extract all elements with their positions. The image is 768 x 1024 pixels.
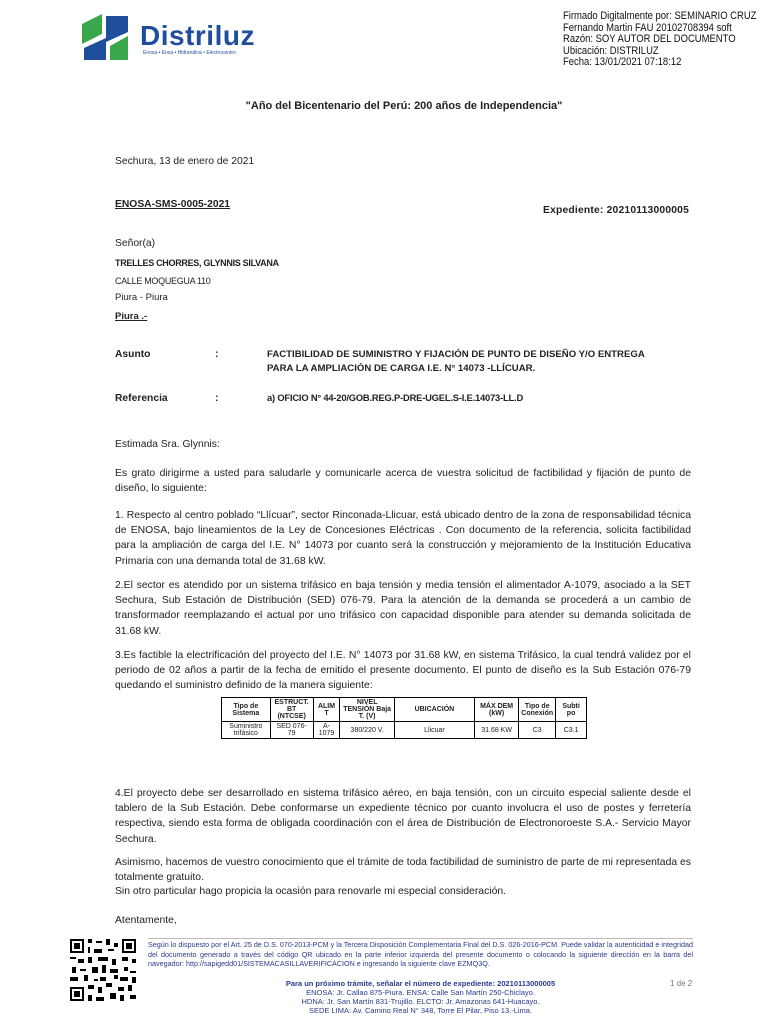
asunto-line: FACTIBILIDAD DE SUMINISTRO Y FIJACIÓN DE PUNTO DE DISEÑO Y/O ENTREGA	[267, 349, 645, 360]
intro-paragraph: Es grato dirigirme a usted para saludarle y comunicarle acerca de vuestra solicitud de factibilidad y fijación de punto de diseño, lo siguiente:	[115, 468, 691, 495]
table-header: Subti po	[556, 698, 587, 722]
table-header: ALIM T	[313, 698, 340, 722]
asunto-label: Asunto	[115, 349, 151, 360]
table-row	[222, 722, 587, 739]
signature-line: Ubicación: DISTRILUZ	[563, 44, 659, 57]
table-header: MÁX DEM (kW)	[474, 698, 518, 722]
document-code: ENOSA-SMS-0005-2021	[115, 199, 231, 210]
recipient-city-emphasis: Piura .-	[115, 311, 148, 322]
table-header: Tipo de Sistema	[222, 698, 271, 722]
place-date: Sechura, 13 de enero de 2021	[115, 156, 255, 167]
footer-divider	[148, 938, 693, 939]
verification-qr-icon[interactable]	[70, 939, 136, 1001]
paragraph-4: 4.El proyecto debe ser desarrollado en sistema trifásico aéreo, en baja tensión, con un circuito especial saliente desde el tablero de la Sub Estación. Debe conformarse un expediente técnico por cuanto involucra el uso de postes y ferretería respectiva, siendo esta forma de obligada coordinación con el área de Distribución de Electronoroeste S.A.- Servicio Mayor Sechura.	[115, 788, 691, 845]
signature-line: Fecha: 13/01/2021 07:18:12	[563, 56, 682, 68]
table-header: Tipo de Conexión	[519, 698, 556, 722]
referencia-colon: :	[215, 393, 219, 404]
table-header: ESTRUCT. BT (NTCSE)	[270, 698, 313, 722]
paragraph-2: 2.El sector es atendido por un sistema trifásico en baja tensión y media tensión el alimentador A-1079, asociado a la SET Sechura, Sub Estación de Distribución (SED) 076-79. Para la atención de la demanda se procederá a un cambio de transformador reemplazando el actual por uno trifásico con capacidad disponible para atender su demanda solicitada de 31.68 kW.	[115, 580, 691, 637]
recipient-city: Piura - Piura	[115, 292, 168, 303]
table-cell: 380/220 V.	[340, 722, 394, 739]
greeting: Estimada Sra. Glynnis:	[115, 439, 220, 450]
digital-signature	[563, 11, 756, 69]
paragraph-1: 1. Respecto al centro poblado “Llícuar”, sector Rinconada-Llicuar, está ubicado dentro de la zona de responsabilidad técnica de ENOSA, bajo lineamientos de la Ley de Concesiones Eléctricas . Con documento de la referencia, solicita factibilidad para la ampliación de carga del I.E. N° 14073 por cuanto será la construcción y mejoramiento de la Institución Educativa Primaria con una demanda total de 31.68 kW.	[115, 510, 691, 567]
paragraph-3: 3.Es factible la electrificación del proyecto del I.E. N° 14073 por 31.68 kW, en sistema Trifásico, la cual tendrá validez por el periodo de 02 años a partir de la fecha de emitido el presente documento. El punto de diseño es la Sub Estación 076-79 quedando el suministro definido de la manera siguiente:	[115, 650, 691, 692]
asunto-colon: :	[215, 349, 219, 360]
table-cell: Llicuar	[394, 722, 474, 739]
brand-subtitle: Enosa • Ensa • Hidrandina • Electrocentro	[143, 50, 236, 56]
footer-legal-note: Según lo dispuesto por el Art. 25 de D.S. 070-2013-PCM y la Tercera Disposición Complementaria Final del D.S. 026-2016-PCM. Puede validar la autenticidad e integridad del documento generado a través del código QR ubicado en la parte inferior izquierda del presente documento o colocando la siguiente dirección en la barra del navegador: http://sapigedd01/SISTEMACASILLAVERIFICACION e ingresando la siguiente clave EZMQ3Q.	[148, 940, 693, 968]
recipient-address: CALLE MOQUEGUA 110	[115, 276, 211, 286]
asunto-line: PARA LA AMPLIACIÓN DE CARGA I.E. N° 14073 -LLÍCUAR.	[267, 362, 536, 374]
table-header: NIVEL TENSIÓN Baja T. (V)	[340, 698, 394, 722]
paragraph-6: Sin otro particular hago propicia la ocasión para renovarle mi especial consideración.	[115, 886, 507, 897]
brand-name: Distriluz	[140, 20, 255, 51]
table-cell: A-1079	[313, 722, 340, 739]
signature-line: Firmado Digitalmente por: SEMINARIO CRUZ	[563, 10, 757, 22]
year-motto: "Año del Bicentenario del Perú: 200 años de Independencia"	[245, 100, 563, 112]
distriluz-logo-icon	[82, 14, 130, 62]
footer-address: HDNA: Jr. San Martín 831-Trujillo. ELCTO: Jr. Amazonas 641-Huacayo.	[301, 997, 540, 1006]
asunto-text	[267, 348, 692, 375]
table-cell: SED 076-79	[270, 722, 313, 739]
referencia-label: Referencia	[115, 393, 168, 404]
recipient-salutation: Señor(a)	[115, 238, 156, 249]
table-cell: C3.1	[556, 722, 587, 739]
table-cell: 31.68 KW	[474, 722, 518, 739]
table-header-row	[222, 698, 587, 722]
expediente-number: Expediente: 20210113000005	[543, 205, 690, 216]
footer-address: SEDE LIMA: Av. Camino Real N° 348, Torre El Pilar, Piso 13.-Lima.	[308, 1006, 533, 1015]
supply-table	[221, 697, 587, 739]
referencia-text: a) OFICIO N° 44-20/GOB.REG.P-DRE-UGEL.S-I.E.14073-LL.D	[267, 392, 524, 403]
paragraph-5: Asimismo, hacemos de vuestro conocimiento que el trámite de toda factibilidad de suministro de parte de mi representada es totalmente gratuito.	[115, 857, 691, 884]
footer-address: ENOSA: Jr. Callao 875-Piura. ENSA: Calle San Martín 250-Chiclayo.	[306, 988, 535, 997]
closing: Atentamente,	[115, 915, 177, 926]
page-number: 1 de 2	[670, 979, 693, 988]
signature-line: Fernando Martin FAU 20102708394 soft	[563, 21, 732, 34]
table-header: UBICACIÓN	[394, 698, 474, 722]
footer-next-procedure: Para un próximo trámite, señalar el número de expediente: 20210113000005	[285, 979, 556, 988]
signature-line: Razón: SOY AUTOR DEL DOCUMENTO	[563, 33, 736, 45]
table-cell: C3	[519, 722, 556, 739]
table-cell: Suministro trifásico	[222, 722, 271, 739]
recipient-name: TRELLES CHORRES, GLYNNIS SILVANA	[115, 258, 279, 268]
